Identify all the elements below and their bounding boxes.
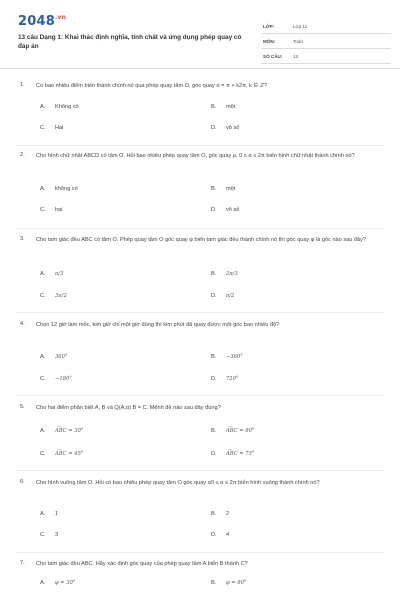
question-text: Cho hai điểm phân biệt A, B và Q(A,α) B = C. Mệnh đề nào sau đây đúng? — [36, 405, 221, 411]
option-text: 3π/2 — [55, 293, 67, 299]
question-number: 5. — [20, 404, 25, 410]
site-logo[interactable]: $2048^{.vn}$ — [18, 14, 67, 29]
option-letter: B. — [211, 428, 217, 434]
option-letter: B. — [211, 511, 217, 517]
question-item — [16, 479, 386, 547]
option-letter: B. — [211, 186, 217, 192]
option-letter: A. — [40, 580, 46, 586]
option-letter: D. — [211, 376, 217, 382]
option-letter: A. — [40, 428, 46, 434]
option-text: 2π/3 — [226, 271, 238, 277]
option-letter: A. — [40, 104, 46, 110]
meta-row-count — [261, 51, 391, 64]
option-letter: C. — [40, 125, 46, 131]
question-divider — [16, 145, 384, 146]
option-letter: D. — [211, 451, 217, 457]
question-text: Chọn 12 giờ làm mốc, kim giờ chỉ một giờ đúng thì kim phút đã quay được một góc bao nhiêu độ? — [36, 322, 280, 328]
meta-value: Toán — [293, 39, 303, 44]
option-letter: C. — [40, 293, 46, 299]
option-text: φ = 90° — [226, 580, 247, 586]
question-number: 7. — [20, 560, 25, 566]
option-text: một — [226, 186, 236, 192]
meta-value: Lớp 11 — [293, 24, 308, 29]
option-text: −180° — [55, 376, 72, 382]
meta-row-subject — [261, 36, 391, 49]
option-letter: D. — [211, 293, 217, 299]
option-text: π/2 — [226, 293, 235, 299]
option-text: không có — [55, 186, 78, 192]
question-text: Cho tam giác đều ABC. Hãy xác định góc quay của phép quay tâm A biến B thành C? — [36, 561, 248, 567]
option-letter: D. — [211, 207, 217, 213]
option-text: 360° — [55, 354, 68, 360]
option-letter: A. — [40, 271, 46, 277]
question-item — [16, 404, 386, 464]
option-text: A͡BC = 30° — [55, 428, 84, 434]
option-text: π/3 — [55, 271, 64, 277]
option-text: 1 — [55, 511, 59, 517]
question-number: 1. — [20, 82, 25, 88]
option-text: Không có — [55, 104, 79, 110]
option-letter: B. — [211, 271, 217, 277]
meta-value: 13 — [293, 54, 299, 59]
question-number: 2. — [20, 152, 25, 158]
question-text: Cho hình vuông tâm O. Hỏi có bao nhiêu phép quay tâm O góc quay α0 ≤ α ≤ 2π biến hình vuông thành chính nó? — [36, 480, 320, 486]
question-text: Cho hình chữ nhật ABCD có tâm O. Hỏi bao nhiêu phép quay tâm O, góc quay ρ, 0 ≤ α ≤ 2π biến hình chữ nhật thành chính nó? — [36, 153, 355, 159]
meta-label: SỐ CÂU: — [263, 54, 283, 59]
option-letter: C. — [40, 451, 46, 457]
option-letter: B. — [211, 580, 217, 586]
question-divider — [16, 312, 384, 313]
option-letter: C. — [40, 532, 46, 538]
option-text: một — [226, 104, 236, 110]
option-text: A͡BC = 90° — [226, 428, 255, 434]
question-item — [16, 560, 386, 596]
meta-row-class — [261, 21, 391, 34]
option-text: A͡BC = 45° — [55, 451, 84, 457]
question-divider — [16, 228, 384, 229]
option-text: vô số — [226, 125, 240, 131]
option-letter: C. — [40, 376, 46, 382]
question-number: 3. — [20, 236, 25, 242]
page-header — [10, 8, 392, 60]
option-text: Hai — [55, 125, 64, 131]
option-text: vô số — [226, 207, 240, 213]
question-number: 4. — [20, 321, 25, 327]
option-letter: B. — [211, 104, 217, 110]
option-text: φ = 30° — [55, 580, 76, 586]
question-text: Có bao nhiêu điểm biến thành chính nó qua phép quay tâm O, góc quay α = π + k2π, k ∈ ℤ? — [36, 83, 268, 89]
option-letter: C. — [40, 207, 46, 213]
option-text: −360° — [226, 354, 243, 360]
header-divider — [0, 68, 400, 69]
question-text: Cho tam giác đều ABC có tâm O. Phép quay tâm O góc quay φ biến tam giác đều thành chính nó thì góc quay φ là góc nào sau đây? — [36, 237, 367, 243]
option-letter: D. — [211, 532, 217, 538]
question-divider — [16, 395, 384, 396]
option-text: hai — [55, 207, 63, 213]
option-letter: A. — [40, 511, 46, 517]
option-text: 2 — [226, 511, 230, 517]
document-title: 13 câu Dạng 1: Khai thác định nghĩa, tính chất và ứng dụng phép quay có đáp án — [18, 34, 242, 50]
question-number: 6. — [20, 479, 25, 485]
meta-label: MÔN: — [263, 39, 276, 44]
question-item — [16, 236, 386, 306]
option-text: 4 — [226, 532, 230, 538]
meta-label: LỚP: — [263, 24, 275, 29]
question-item — [16, 82, 386, 140]
option-text: A͡BC = 75° — [226, 451, 255, 457]
question-item — [16, 321, 386, 387]
option-letter: D. — [211, 125, 217, 131]
option-text: 720° — [226, 376, 239, 382]
option-letter: A. — [40, 354, 46, 360]
option-text: 3 — [55, 532, 59, 538]
option-letter: B. — [211, 354, 217, 360]
meta-panel — [261, 21, 391, 66]
question-divider — [16, 470, 384, 471]
question-item — [16, 152, 386, 222]
question-divider — [16, 552, 384, 553]
option-letter: A. — [40, 186, 46, 192]
